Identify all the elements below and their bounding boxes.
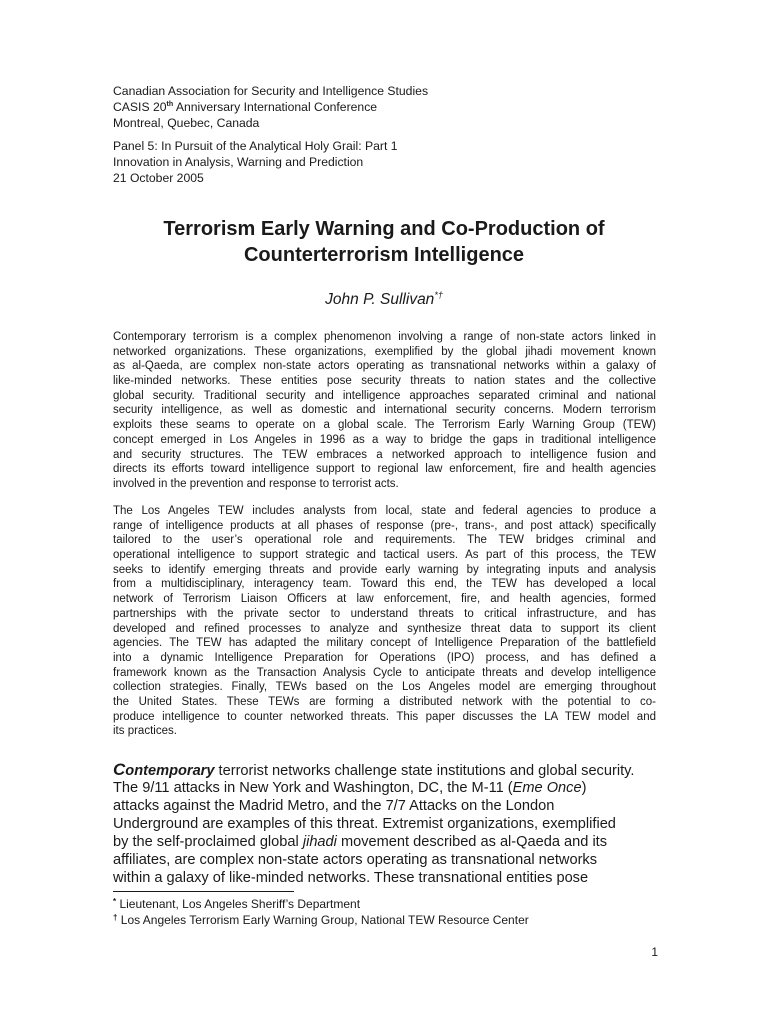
panel-title: Panel 5: In Pursuit of the Analytical Holy Grail: Part 1 [113, 139, 398, 153]
lead-word: Contemporary [113, 760, 215, 779]
author-line [0, 290, 768, 310]
abstract-paragraph-2: The Los Angeles TEW includes analysts from local, state and federal agencies to produce a range of intelligence products at all phases of response (pre-, trans-, and post attack) specifically tailored to the user’s operational role and requirements. The TEW bridges criminal and operational intelligence to support strategic and tactical users. As part of this process, the TEW seeks to identify emerging threats and provide early warning by integrating inputs and analysis from a multidisciplinary, interagency team. Toward this end, the TEW has developed a local network of Terrorism Liaison Officers at law enforcement, fire, and health agencies, formed partnerships with the private sector to understand threats to critical infrastructure, and has developed and refined processes to analyze and synthesize threat data to support its client agencies. The TEW has adapted the military concept of Intelligence Preparation of the battlefield into a dynamic Intelligence Preparation for Operations (IPO) process, and has defined a framework known as the Transaction Analysis Cycle to anticipate threats and develop intelligence collection strategies. Finally, TEWs based on the Los Angeles model are emerging throughout the United States. These TEWs are forming a distributed network with the potential to co- produce intelligence to counter networked threats. This paper discusses the LA TEW model and its practices. [113, 505, 656, 738]
author-footnote-marks: *† [434, 290, 443, 300]
abstract-paragraph-1: Contemporary terrorism is a complex phenomenon involving a range of non-state actors linked in networked organizations. These organizations, exemplified by the global jihadi movement known as al-Qaeda, are complex non-state actors operating as transnational networks within a galaxy of like-minded networks. These entities pose security threats to nation states and the collective global security. Traditional security and intelligence approaches separated criminal and national security intelligence, as well as domestic and international security concerns. Modern terrorism exploits these seams to operate on a global scale. The Terrorism Early Warning Group (TEW) concept emerged in Los Angeles in 1996 as a way to bridge the gaps in traditional intelligence and security structures. The TEW embraces a networked approach to intelligence fusion and directs its efforts toward intelligence support to regional law enforcement, fire and health agencies involved in the prevention and response to terrorist acts. [113, 331, 656, 490]
body-paragraph: Contemporary terrorist networks challenge state institutions and global security. The 9/11 attacks in New York and Washington, DC, the M-11 (Eme Once) attacks against the Madrid Metro, and the 7/7 Attacks on the London Underground are examples of this threat. Extremist organizations, exemplified by the self-proclaimed global jihadi movement described as al-Qaeda and its affiliates, are complex non-state actors operating as transnational networks within a galaxy of like-minded networks. These transnational entities pose [113, 760, 635, 886]
conference-org: Canadian Association for Security and Intelligence Studies [113, 84, 429, 98]
footnotes [113, 896, 673, 928]
author-name: John P. Sullivan [325, 291, 435, 308]
panel-subtitle: Innovation in Analysis, Warning and Prediction [113, 155, 364, 169]
paper-title: Terrorism Early Warning and Co-Production of Counterterrorism Intelligence [163, 218, 605, 266]
footnote-1: * Lieutenant, Los Angeles Sheriff’s Department [113, 897, 361, 911]
page-number: 1 [651, 945, 658, 959]
footnote-2: † Los Angeles Terrorism Early Warning Group, National TEW Resource Center [113, 913, 529, 927]
conference-location: Montreal, Quebec, Canada [113, 116, 260, 130]
conference-header [113, 83, 673, 186]
conference-date: 21 October 2005 [113, 171, 204, 185]
conference-name: CASIS 20th Anniversary International Conference [113, 100, 378, 114]
footnote-divider [113, 891, 294, 892]
